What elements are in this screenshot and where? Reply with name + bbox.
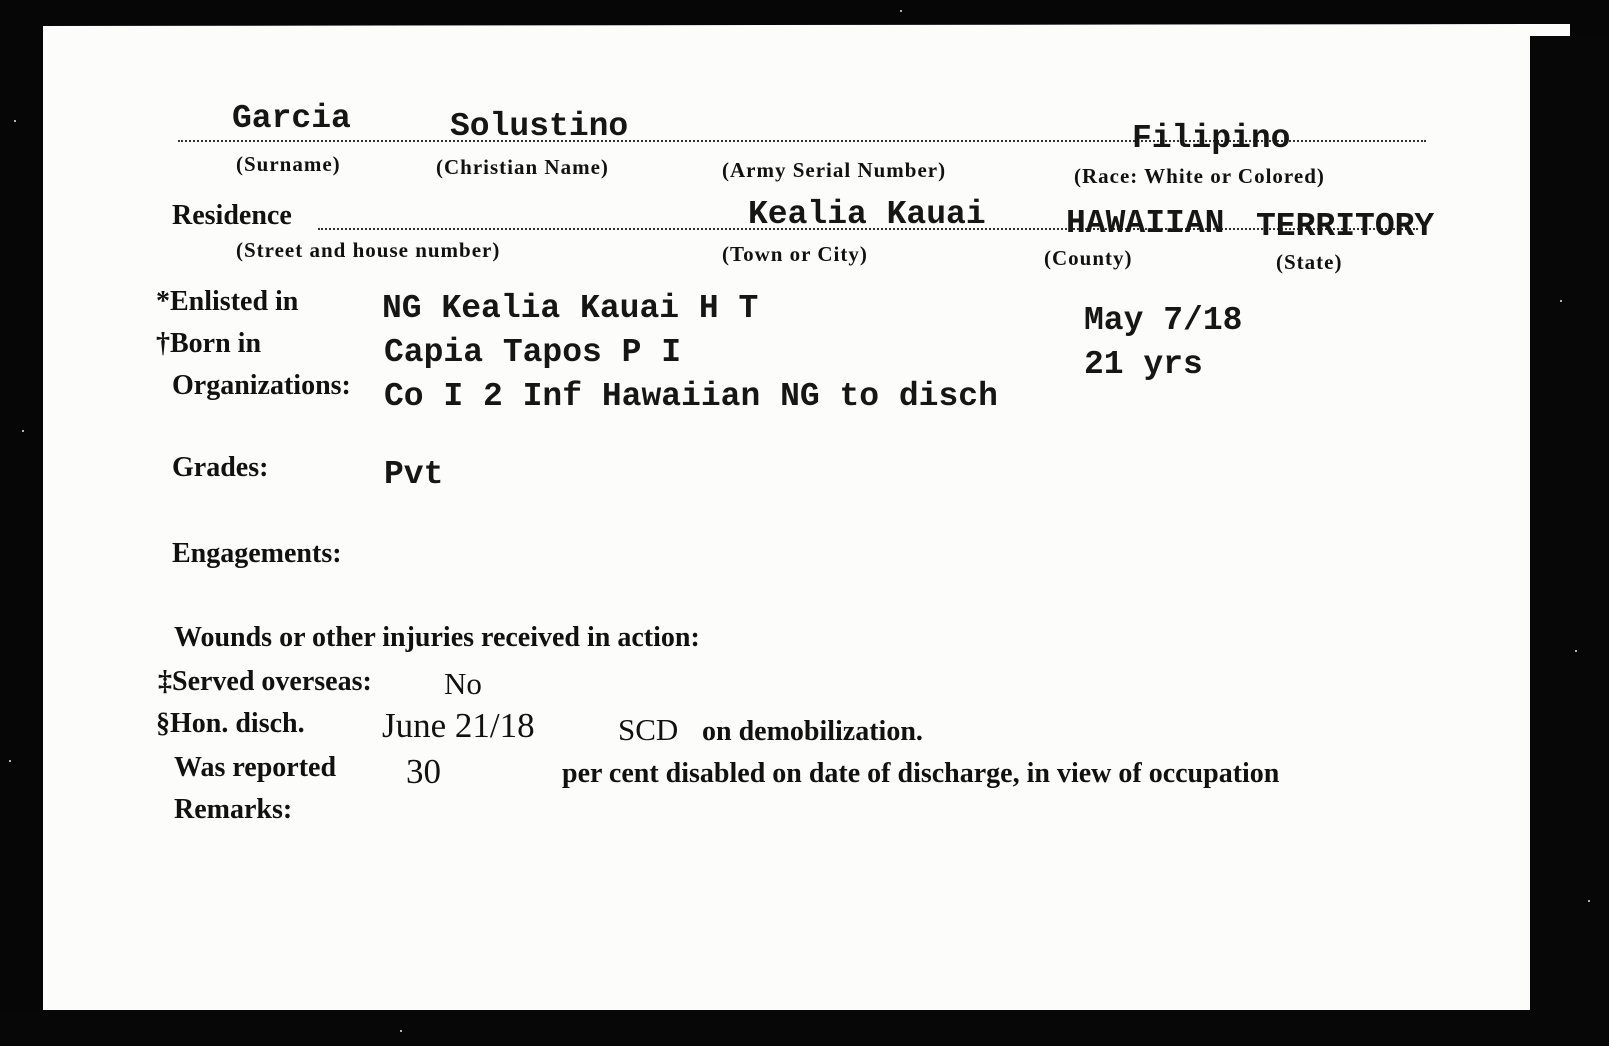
grades-label: Grades:: [172, 452, 269, 483]
hon-disch-date: June 21/18: [382, 706, 535, 745]
scan-noise: [22, 430, 24, 432]
engagements-label: Engagements:: [172, 538, 342, 569]
scan-dark-border-right: [1530, 36, 1609, 1046]
scan-noise: [1560, 300, 1562, 302]
organizations-value: Co I 2 Inf Hawaiian NG to disch: [384, 378, 998, 415]
scan-noise: [900, 10, 902, 12]
state-value: TERRITORY: [1256, 208, 1435, 245]
hon-disch-label: §Hon. disch.: [156, 708, 305, 739]
organizations-label: Organizations:: [172, 370, 351, 401]
was-reported-label: Was reported: [174, 752, 337, 783]
scan-noise: [14, 120, 16, 122]
scan-noise: [1575, 650, 1577, 652]
disability-statement: per cent disabled on date of discharge, in view of occupation: [562, 758, 1280, 789]
race-value: Filipino: [1132, 120, 1291, 157]
grades-value: Pvt: [384, 456, 444, 493]
town-caption: (Town or City): [722, 242, 868, 266]
christian-name-value: Solustino: [450, 108, 629, 145]
enlisted-in-value: NG Kealia Kauai H T: [382, 290, 759, 327]
scan-dark-border-bottom: [0, 1010, 1609, 1046]
street-caption: (Street and house number): [236, 238, 501, 262]
hon-disch-scd: SCD: [618, 712, 679, 747]
born-in-label: †Born in: [156, 328, 262, 359]
served-overseas-value: No: [444, 666, 482, 701]
county-value: HAWAIIAN: [1066, 205, 1225, 242]
age-value: 21 yrs: [1084, 346, 1203, 383]
race-caption: (Race: White or Colored): [1074, 164, 1325, 188]
army-serial-number-caption: (Army Serial Number): [722, 158, 947, 182]
disability-percent-value: 30: [406, 752, 441, 791]
born-in-value: Capia Tapos P I: [384, 334, 682, 371]
enlisted-date-value: May 7/18: [1084, 302, 1243, 339]
surname-caption: (Surname): [236, 152, 341, 176]
enlisted-in-label: *Enlisted in: [156, 286, 299, 317]
state-caption: (State): [1276, 250, 1343, 274]
town-value: Kealia Kauai: [748, 196, 986, 233]
hon-disch-note: on demobilization.: [702, 716, 923, 747]
remarks-label: Remarks:: [174, 794, 293, 825]
county-caption: (County): [1044, 246, 1133, 270]
served-overseas-label: ‡Served overseas:: [158, 666, 372, 697]
christian-name-caption: (Christian Name): [436, 155, 609, 179]
scan-noise: [1588, 900, 1590, 902]
scan-noise: [9, 760, 11, 762]
wounds-label: Wounds or other injuries received in action:: [174, 622, 700, 653]
scan-noise: [400, 1030, 402, 1032]
residence-label: Residence: [172, 200, 292, 231]
surname-value: Garcia: [232, 100, 351, 137]
